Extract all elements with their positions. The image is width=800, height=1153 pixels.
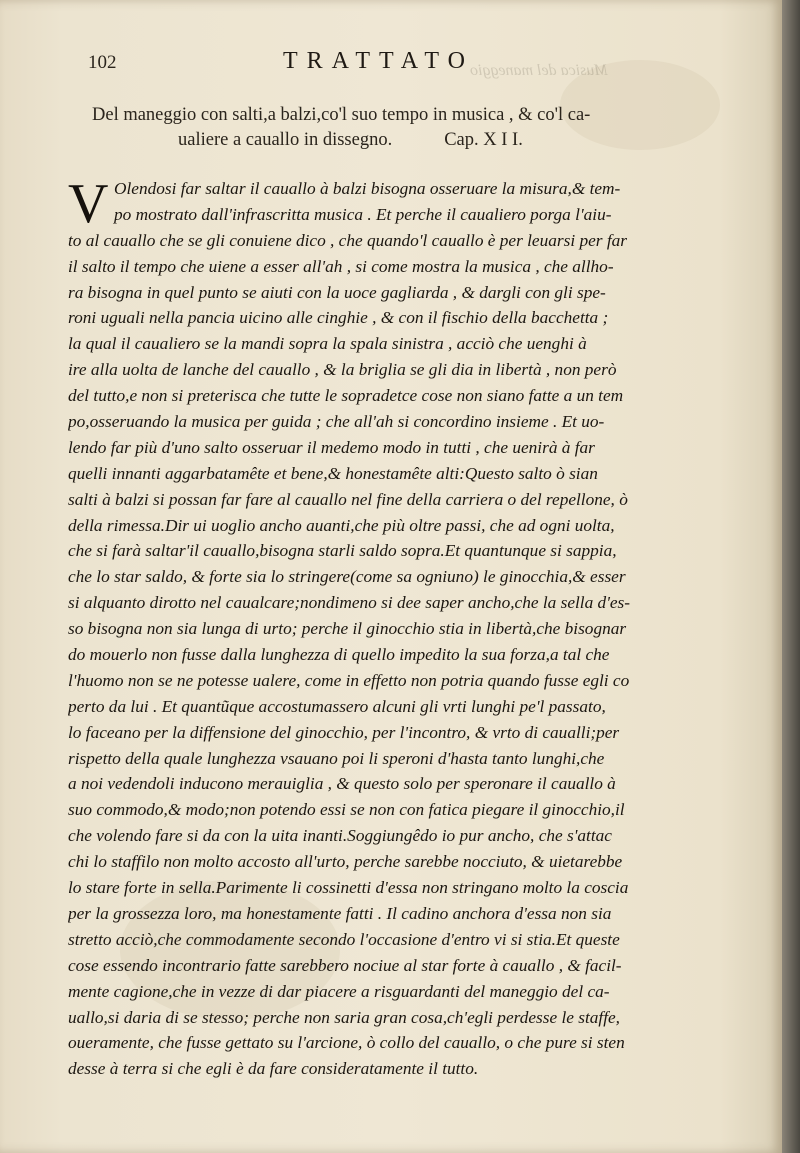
text-line: si alquanto dirotto nel caualcare;nondimeno si dee saper ancho,che la sella d'es- bbox=[68, 593, 631, 613]
text-line: lendo far più d'uno salto osseruar il medemo modo in tutti , che uenirà à far bbox=[68, 437, 595, 457]
text-line: del tutto,e non si preterisca che tutte le sopradetce cose non siano fatte a un tem bbox=[68, 386, 624, 406]
text-line: che si farà saltar'il cauallo,bisogna starli saldo sopra.Et quantunque si sappia, bbox=[68, 541, 617, 561]
chapter-title-line-2: ualiere a cauallo in dissegno. bbox=[178, 130, 393, 150]
bleed-through-text: Musica del maneggio bbox=[470, 62, 608, 79]
text-line: rispetto della quale lunghezza vsauano poi li speroni d'hasta tanto lunghi,che bbox=[68, 748, 605, 768]
text-line: il salto il tempo che uiene a esser all'ah , si come mostra la musica , che allho- bbox=[68, 256, 614, 276]
page-header bbox=[88, 48, 708, 84]
drop-cap: V bbox=[68, 173, 109, 235]
text-line: po,osseruando la musica per guida ; che all'ah si concordino insieme . Et uo- bbox=[68, 412, 605, 432]
page-number: 102 bbox=[88, 52, 117, 73]
text-line: perto da lui . Et quantũque accostumassero alcuni gli vrti lunghi pe'l passato, bbox=[68, 696, 606, 716]
text-line: l'huomo non se ne potesse ualere, come in effetto non potria quando fusse egli co bbox=[68, 670, 630, 690]
text-line: lo stare forte in sella.Parimente li cossinetti d'essa non stringano molto la coscia bbox=[68, 878, 629, 898]
text-line: per la grossezza loro, ma honestamente fatti . Il cadino anchora d'essa non sia bbox=[68, 903, 612, 923]
text-line: quelli innanti aggarbatamête et bene,& honestamête alti:Questo salto ò sian bbox=[68, 463, 598, 483]
text-line: chi lo staffilo non molto accosto all'urto, perche sarebbe nocciuto, & uietarebbe bbox=[68, 852, 623, 872]
text-line: che volendo fare si da con la uita inanti.Soggiungêdo io pur ancho, che s'attac bbox=[68, 826, 612, 846]
chapter-title-line-1: Del maneggio con salti,a balzi,co'l suo tempo in musica , & co'l ca- bbox=[92, 105, 591, 125]
text-line: do mouerlo non fusse dalla lunghezza di quello impedito la sua forza,a tal che bbox=[68, 645, 610, 665]
body-text bbox=[68, 173, 728, 1082]
text-line: ra bisogna in quel punto se aiuti con la uoce gagliarda , & dargli con gli spe- bbox=[68, 282, 606, 302]
page-edge bbox=[782, 0, 800, 1153]
text-line: che lo star saldo, & forte sia lo stringere(come sa ogniuno) le ginocchia,& esser bbox=[68, 567, 626, 587]
text-line: della rimessa.Dir ui uoglio ancho auanti,che più oltre passi, che ad ogni uolta, bbox=[68, 515, 615, 535]
chapter-title bbox=[92, 103, 702, 153]
text-line: cose essendo incontrario fatte sarebbero nociue al star forte à cauallo , & facil- bbox=[68, 955, 622, 975]
text-line: suo commodo,& modo;non potendo essi se non con fatica piegare il ginocchio,il bbox=[68, 800, 625, 820]
text-line: a noi vedendoli inducono merauiglia , & questo solo per speronare il cauallo à bbox=[68, 774, 616, 794]
text-line: ire alla uolta de lanche del cauallo , & la briglia se gli dia in libertà , non però bbox=[68, 360, 617, 380]
text-line: po mostrato dall'infrascritta musica . Et perche il caualiero porga l'aiu- bbox=[114, 204, 612, 224]
text-line: lo faceano per la diffensione del ginocchio, per l'incontro, & vrto di caualli;per bbox=[68, 722, 620, 742]
running-head: TRATTATO bbox=[283, 48, 474, 74]
text-line: oueramente, che fusse gettato su l'arcione, ò collo del cauallo, o che pure si sten bbox=[68, 1033, 625, 1053]
text-line: la qual il caualiero se la mandi sopra la spala sinistra , acciò che uenghi à bbox=[68, 334, 587, 354]
text-line: stretto acciò,che commodamente secondo l'occasione d'entro vi si stia.Et queste bbox=[68, 929, 620, 949]
text-line: mente cagione,che in vezze di dar piacere a risguardanti del maneggio del ca- bbox=[68, 981, 610, 1001]
text-line: salti à balzi si possan far fare al cauallo nel fine della carriera o del repellone, ò bbox=[68, 489, 628, 509]
text-line: Olendosi far saltar il cauallo à balzi bisogna osseruare la misura,& tem- bbox=[114, 179, 621, 198]
chapter-title-line-2-wrap bbox=[92, 128, 702, 153]
chapter-label: Cap. X I I. bbox=[444, 130, 523, 150]
text-line: to al cauallo che se gli conuiene dico , che quando'l cauallo è per leuarsi per far bbox=[68, 230, 627, 250]
text-line: uallo,si daria di se stesso; perche non saria gran cosa,ch'egli perdesse le staffe, bbox=[68, 1007, 620, 1027]
text-line: desse à terra si che egli è da fare consideratamente il tutto. bbox=[68, 1059, 479, 1079]
text-line: roni uguali nella pancia uicino alle cinghie , & con il fischio della bacchetta ; bbox=[68, 308, 609, 328]
text-line: so bisogna non sia lunga di urto; perche il ginocchio stia in libertà,che bisognar bbox=[68, 619, 627, 639]
